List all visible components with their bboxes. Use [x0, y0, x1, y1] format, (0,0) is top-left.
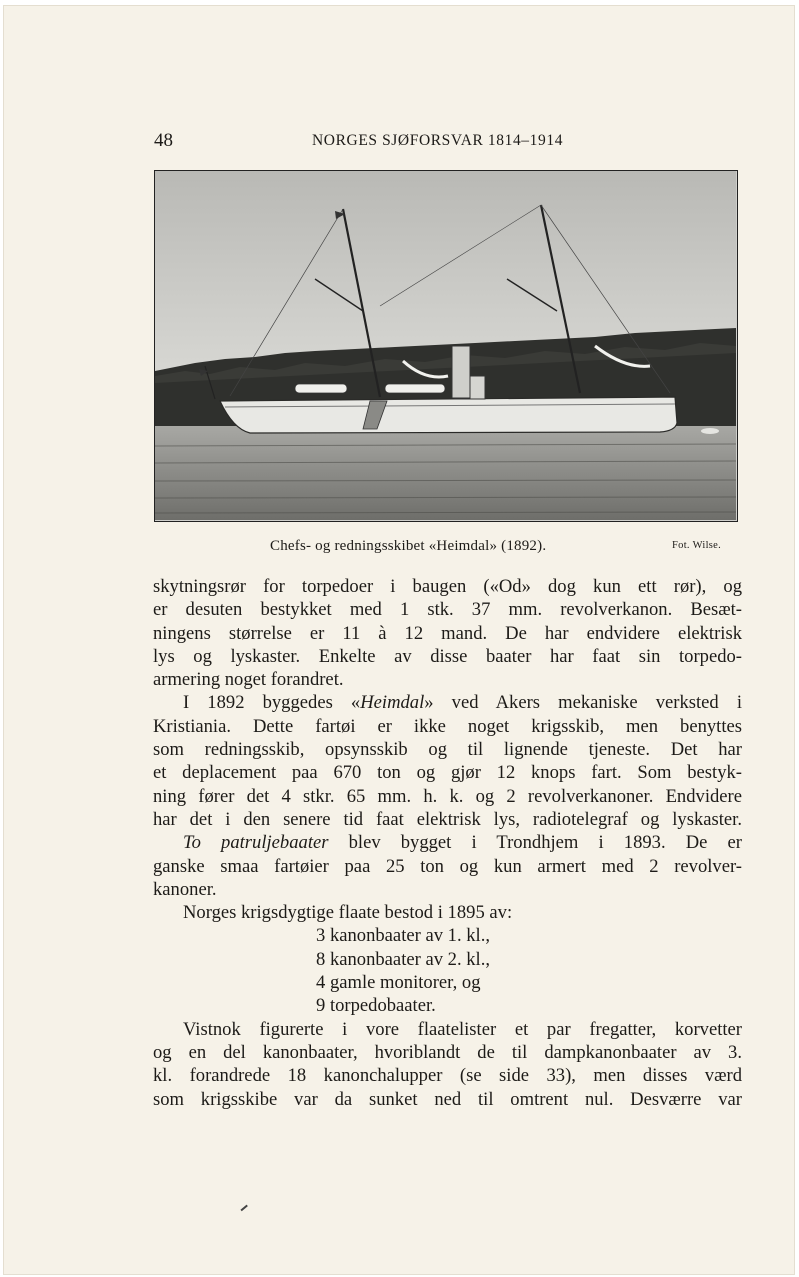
text-segment: » ved Akers mekaniske verksted i — [424, 692, 742, 714]
list-item: 3 kanonbaater av 1. kl., — [316, 925, 490, 947]
text-line — [153, 831, 742, 854]
text-line: som krigsskibe var da sunket ned til omtrent nul. Desværre var — [153, 1088, 742, 1110]
text-line: og en del kanonbaater, hvoriblandt de til dampkanonbaater av 3. — [153, 1041, 742, 1063]
water — [155, 426, 736, 520]
text-line: ning fører det 4 stkr. 65 mm. h. k. og 2 revolverkanoner. Endvidere — [153, 785, 742, 807]
text-line: kl. forandrede 18 kanonchalupper (se side 33), men disses værd — [153, 1065, 742, 1087]
text-line: Kristiania. Dette fartøi er ikke noget krigsskib, men benyttes — [153, 715, 742, 737]
text-line: Vistnok figurerte i vore flaatelister et par fregatter, korvetter — [183, 1018, 742, 1040]
text-line: lys og lyskaster. Enkelte av disse baater har faat sin torpedo- — [153, 645, 742, 667]
list-item: 9 torpedobaater. — [316, 995, 436, 1017]
caption-text: Chefs- og redningsskibet «Heimdal» (1892). — [270, 538, 547, 554]
list-item: 4 gamle monitorer, og — [316, 972, 481, 994]
text-segment: blev bygget i Trondhjem i 1893. De er — [328, 832, 742, 854]
running-head — [0, 126, 799, 156]
text-segment: I 1892 byggedes « — [183, 692, 361, 714]
ship-photograph — [154, 170, 738, 522]
body-text — [153, 575, 742, 1111]
text-line: ganske smaa fartøier paa 25 ton og kun armert med 2 revolver- — [153, 855, 742, 877]
text-line: som redningsskib, opsynsskib og til lignende tjeneste. Det har — [153, 739, 742, 761]
small-buoy — [701, 428, 719, 434]
text-line: et deplacement paa 670 ton og gjør 12 knops fart. Som bestyk- — [153, 762, 742, 784]
figure-caption — [0, 537, 799, 559]
text-line: har det i den senere tid faat elektrisk lys, radiotelegraf og lyskaster. — [153, 808, 742, 830]
page-number: 48 — [154, 130, 173, 151]
text-line: kanoner. — [153, 878, 217, 900]
text-line: er desuten bestykket med 1 stk. 37 mm. revolverkanon. Besæt- — [153, 599, 742, 621]
running-title: NORGES SJØFORSVAR 1814–1914 — [312, 132, 564, 149]
text-line: skytningsrør for torpedoer i baugen («Od» dog kun ett rør), og — [153, 576, 742, 597]
text-line: armering noget forandret. — [153, 669, 344, 691]
photo-credit: Fot. Wilse. — [672, 540, 722, 551]
ship-photo-image — [155, 171, 736, 520]
italic-ship-name: Heimdal — [360, 692, 425, 714]
text-line — [153, 691, 742, 714]
italic-term: To patruljebaater — [183, 832, 329, 854]
list-intro: Norges krigsdygtige flaate bestod i 1895 av: — [183, 902, 513, 924]
list-item: 8 kanonbaater av 2. kl., — [316, 948, 490, 970]
text-line: ningens størrelse er 11 à 12 mand. De har endvidere elektrisk — [153, 622, 742, 644]
